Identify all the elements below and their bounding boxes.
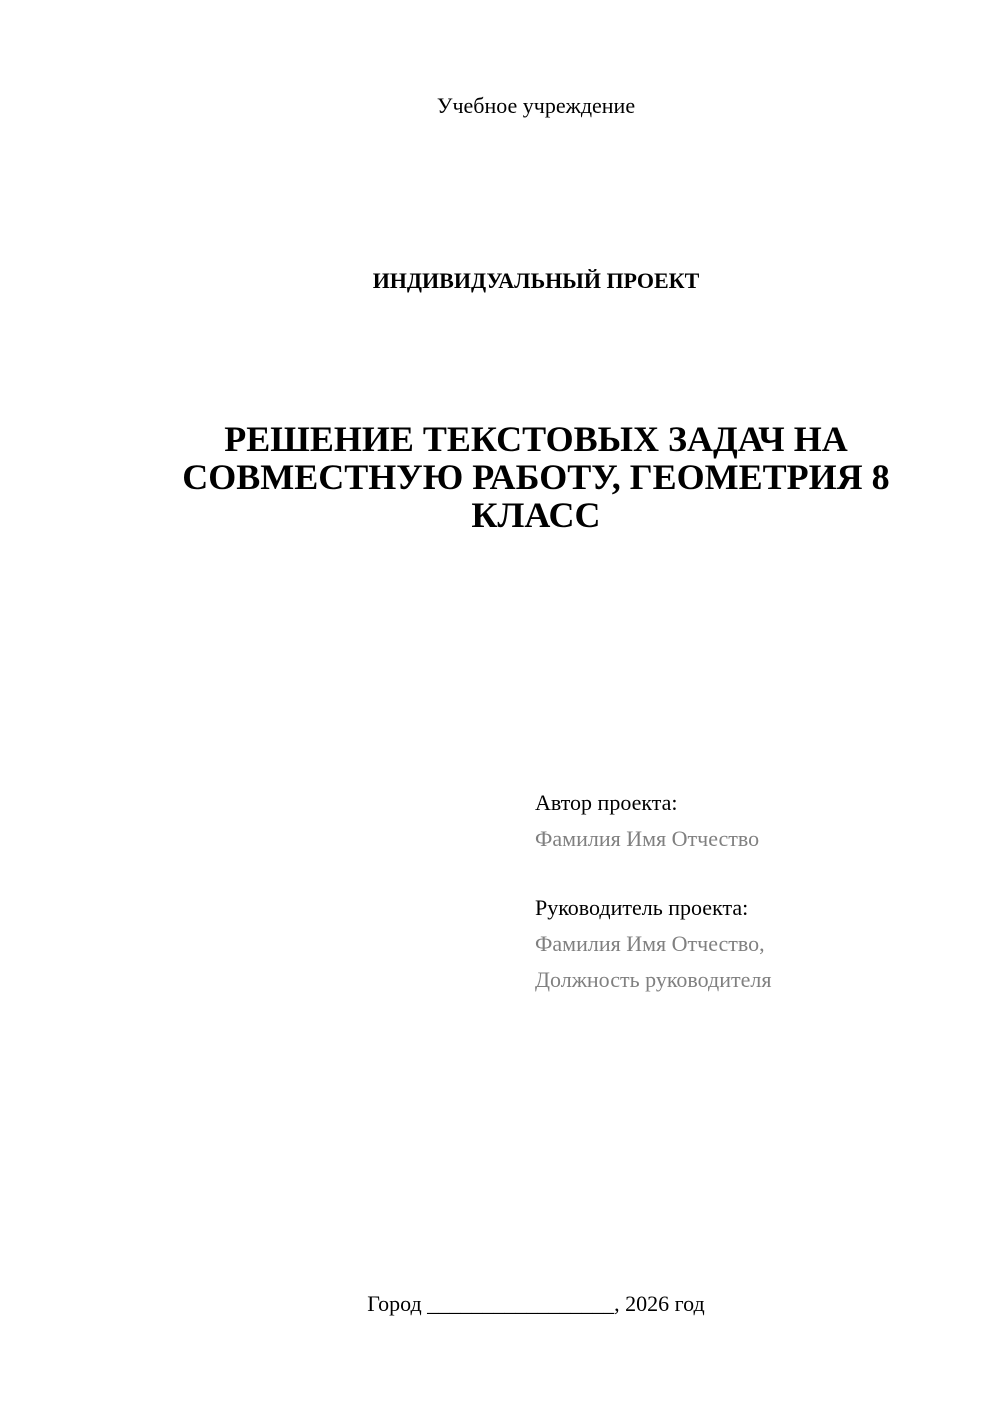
supervisor-position: Должность руководителя [535,967,772,992]
project-title-line-2: СОВМЕСТНУЮ РАБОТУ, ГЕОМЕТРИЯ 8 [182,457,890,497]
project-type-heading: ИНДИВИДУАЛЬНЫЙ ПРОЕКТ [372,268,700,293]
author-name: Фамилия Имя Отчество [535,826,760,851]
author-block [535,785,975,857]
supervisor-name: Фамилия Имя Отчество, [535,931,765,956]
project-title-line-3: КЛАСС [471,495,601,535]
supervisor-label: Руководитель проекта: [535,895,749,920]
project-title-line-1: РЕШЕНИЕ ТЕКСТОВЫХ ЗАДАЧ НА [224,419,848,459]
city-year-line: Город _________________, 2026 год [367,1291,705,1316]
supervisor-block [535,890,975,998]
author-label: Автор проекта: [535,790,678,815]
project-title [150,420,922,534]
institution-name: Учебное учреждение [436,93,636,118]
